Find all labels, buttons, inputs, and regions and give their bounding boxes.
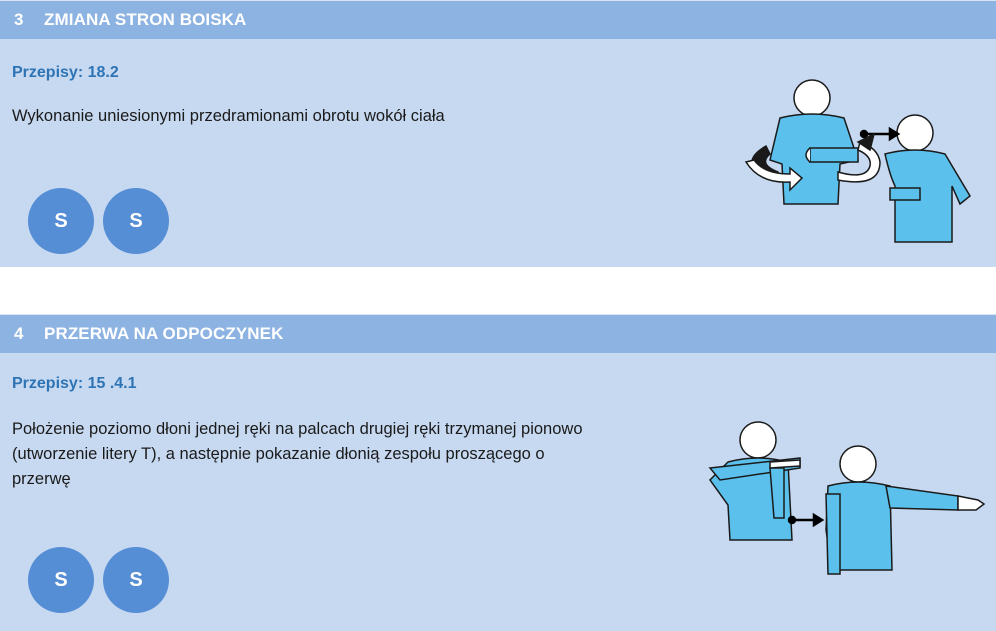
section-title: ZMIANA STRON BOISKA xyxy=(44,10,247,29)
signal-description xyxy=(12,417,692,492)
referee-badge: S xyxy=(28,188,94,254)
description-line: (utworzenie litery T), a następnie pokazanie dłonią zespołu proszącego o xyxy=(12,445,545,463)
referee-badge: S xyxy=(103,188,169,254)
rules-reference: Przepisy: 15 .4.1 xyxy=(12,375,137,392)
section-header xyxy=(0,0,996,39)
rules-reference: Przepisy: 18.2 xyxy=(12,64,119,81)
description-line: przerwę xyxy=(12,470,71,488)
section-number: 3 xyxy=(14,10,24,29)
referee-badge: S xyxy=(28,547,94,613)
signal-description: Wykonanie uniesionymi przedramionami obrotu wokół ciała xyxy=(12,107,445,125)
section-title: PRZERWA NA ODPOCZYNEK xyxy=(44,324,284,343)
section-number: 4 xyxy=(14,324,24,343)
referee-badge: S xyxy=(103,547,169,613)
signal-illustration-change-sides xyxy=(740,76,980,246)
signal-section-4 xyxy=(0,314,996,631)
description-line: Położenie poziomo dłoni jednej ręki na palcach drugiej ręki trzymanej pionowo xyxy=(12,420,583,438)
signal-section-3 xyxy=(0,0,996,267)
signal-illustration-timeout xyxy=(700,410,990,590)
section-header xyxy=(0,314,996,353)
